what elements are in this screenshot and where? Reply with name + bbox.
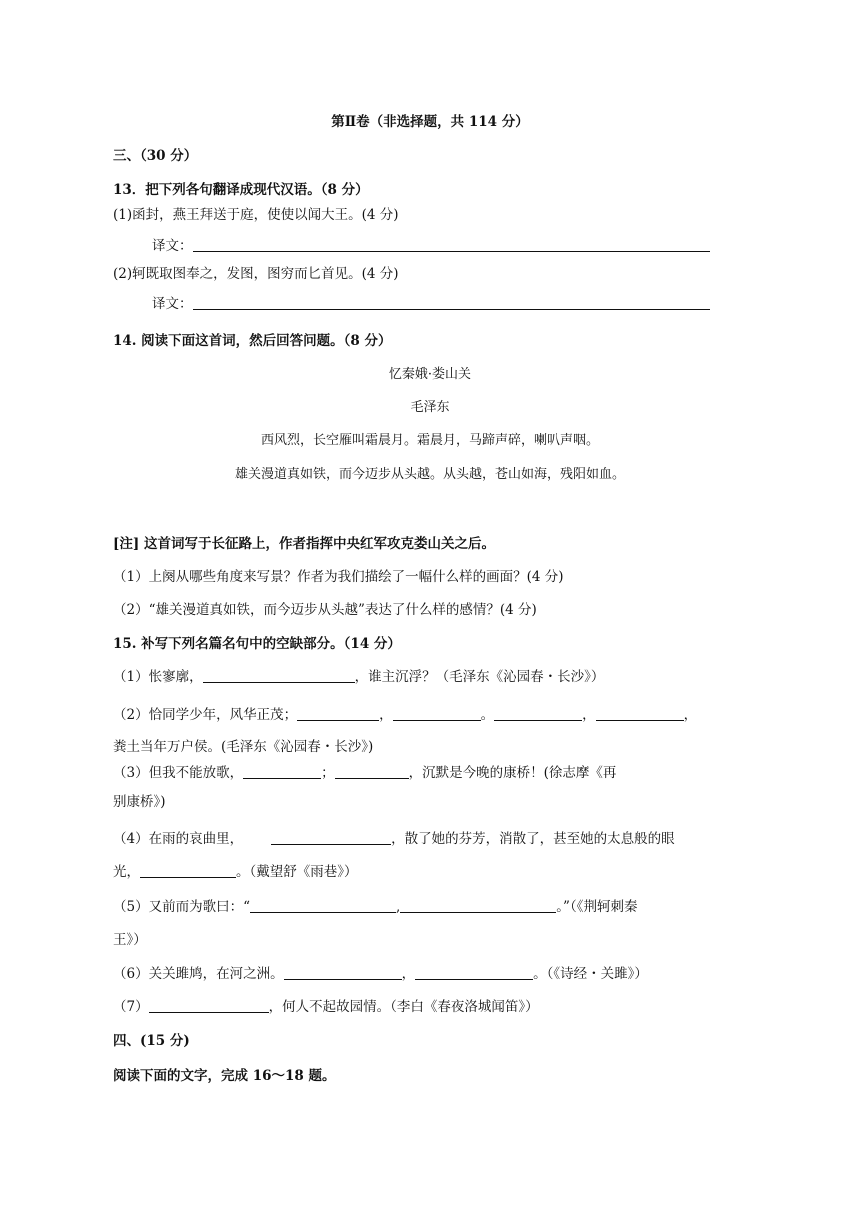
fill-item-4-continued <box>113 862 358 882</box>
question-14-sub-2: （2）“雄关漫道真如铁，而今迈步从头越”表达了什么样的感情？(4 分) <box>113 602 537 618</box>
answer-blank[interactable] <box>284 965 402 980</box>
fill-text: 。（《诗经・关雎》） <box>533 966 648 982</box>
fill-item-7 <box>113 997 539 1017</box>
answer-blank[interactable] <box>335 764 409 779</box>
fill-text: （5）又前而为歌曰：“ <box>113 899 250 915</box>
answer-blank[interactable] <box>203 668 355 683</box>
fill-text: 光， <box>113 864 140 880</box>
fill-text: ， <box>582 707 596 723</box>
fill-text: （3）但我不能放歌， <box>113 765 244 781</box>
reading-instruction: 阅读下面的文字，完成 16～18 题。 <box>113 1068 336 1084</box>
poem-title: 忆秦娥·娄山关 <box>388 367 472 382</box>
fill-text: （6）关关雎鸠，在河之洲。 <box>113 966 284 982</box>
fill-text: , <box>396 899 401 915</box>
question-14-stem: 14. 阅读下面这首词，然后回答问题。（8 分） <box>113 333 392 349</box>
translation-line-1 <box>152 236 710 256</box>
paper-section-title: 第Ⅱ卷（非选择题，共 114 分） <box>331 114 529 130</box>
fill-text: （4）在雨的哀曲里， <box>113 831 244 847</box>
answer-blank[interactable] <box>494 706 582 721</box>
translation-label: 译文： <box>152 238 193 254</box>
fill-text: ； <box>321 765 335 781</box>
answer-blank[interactable] <box>393 706 481 721</box>
fill-text: （1）怅寥廓， <box>113 669 203 685</box>
poem-line-1: 西风烈，长空雁叫霜晨月。霜晨月，马蹄声碎，喇叭声咽。 <box>260 433 599 448</box>
fill-text: ，谁主沉浮？（毛泽东《沁园春・长沙》） <box>354 669 605 685</box>
section-three-heading: 三、（30 分） <box>113 148 198 164</box>
fill-text: （2）恰同学少年，风华正茂； <box>113 707 298 723</box>
fill-item-3-continued: 别康桥》) <box>113 794 166 810</box>
question-14-sub-1: （1）上阕从哪些角度来写景？作者为我们描绘了一幅什么样的画面？(4 分) <box>113 569 564 585</box>
fill-item-4 <box>113 829 675 849</box>
answer-blank[interactable] <box>193 237 710 252</box>
fill-text: （7） <box>113 999 149 1015</box>
answer-blank[interactable] <box>243 764 321 779</box>
fill-text: ，散了她的芬芳，消散了，甚至她的太息般的眼 <box>391 831 675 847</box>
question-13-stem: 13．把下列各句翻译成现代汉语。（8 分） <box>113 182 369 198</box>
section-four-heading: 四、(15 分) <box>113 1033 190 1049</box>
answer-blank[interactable] <box>149 998 269 1013</box>
answer-blank[interactable] <box>250 898 396 913</box>
translation-label: 译文： <box>152 296 193 312</box>
fill-text: 。”（《荆轲刺秦 <box>556 899 638 915</box>
poem-author: 毛泽东 <box>410 400 450 415</box>
answer-blank[interactable] <box>400 898 556 913</box>
fill-item-5 <box>113 897 637 917</box>
fill-item-6 <box>113 964 648 984</box>
answer-blank[interactable] <box>193 295 710 310</box>
fill-text: 。（戴望舒《雨巷》） <box>236 864 358 880</box>
fill-text: ， <box>379 707 393 723</box>
answer-blank[interactable] <box>415 965 533 980</box>
fill-text: ， <box>683 707 698 723</box>
fill-text: ，沉默是今晚的康桥！(徐志摩《再 <box>408 765 617 781</box>
answer-blank[interactable] <box>271 830 391 845</box>
question-15-stem: 15. 补写下列名篇名句中的空缺部分。（14 分） <box>113 636 401 652</box>
fill-item-3 <box>113 763 616 783</box>
translation-line-2 <box>152 294 710 314</box>
question-13-item-1: (1)函封，燕王拜送于庭，使使以闻大王。(4 分) <box>113 207 399 223</box>
poem-line-2: 雄关漫道真如铁，而今迈步从头越。从头越，苍山如海，残阳如血。 <box>234 467 625 482</box>
answer-blank[interactable] <box>297 706 379 721</box>
fill-item-1 <box>113 667 604 687</box>
question-13-item-2: (2)轲既取图奉之，发图，图穷而匕首见。(4 分) <box>113 266 399 282</box>
fill-item-2 <box>113 705 697 725</box>
fill-text: 。 <box>480 707 495 723</box>
fill-item-2-continued: 粪土当年万户侯。(毛泽东《沁园春・长沙》) <box>113 739 374 755</box>
fill-text: ，何人不起故园情。（李白《春夜洛城闻笛》） <box>268 999 539 1015</box>
fill-item-5-continued: 王》） <box>113 932 147 948</box>
answer-blank[interactable] <box>140 863 236 878</box>
answer-blank[interactable] <box>596 706 684 721</box>
fill-text: ， <box>401 966 416 982</box>
poem-note: [注] 这首词写于长征路上，作者指挥中央红军攻克娄山关之后。 <box>113 536 495 552</box>
